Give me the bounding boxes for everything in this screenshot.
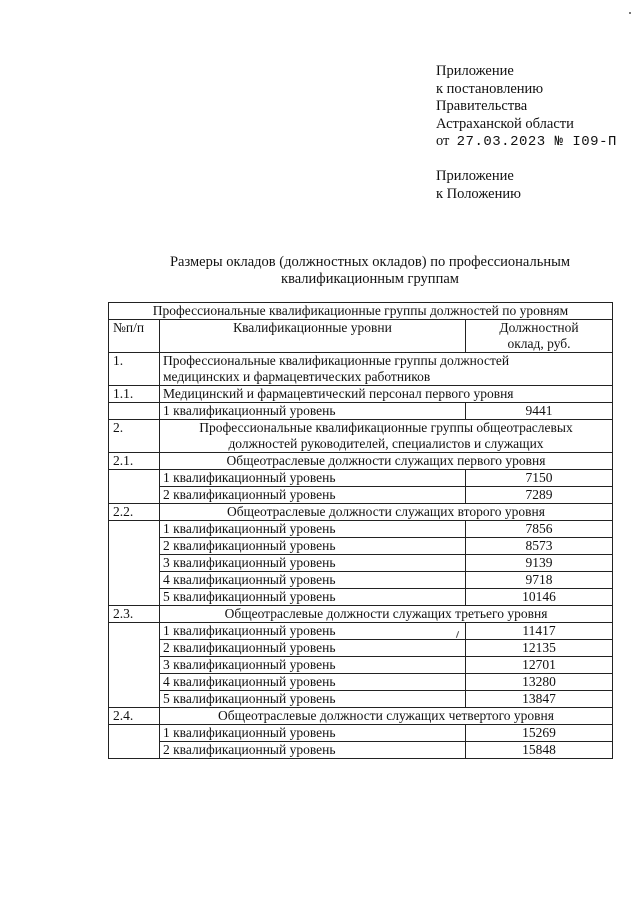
level-cell: 1 квалификационный уровень xyxy=(160,470,466,487)
salary-cell: 15269 xyxy=(466,725,613,742)
salary-cell: 7150 xyxy=(466,470,613,487)
table-row xyxy=(109,691,613,708)
table-row xyxy=(109,725,613,742)
subsection-title: Медицинский и фармацевтический персонал первого уровня xyxy=(160,386,613,403)
blank-cell xyxy=(109,521,160,606)
blank-cell xyxy=(109,470,160,504)
table-row xyxy=(109,538,613,555)
level-cell: 2 квалификационный уровень xyxy=(160,742,466,759)
level-cell: 4 квалификационный уровень xyxy=(160,674,466,691)
subsection-title: Общеотраслевые должности служащих четвертого уровня xyxy=(160,708,613,725)
col-header-num: №п/п xyxy=(109,320,160,353)
section-title-line: Профессиональные квалификационные группы должностей xyxy=(163,353,510,368)
date-stamp: 27.03.2023 № I09-П xyxy=(456,134,617,150)
salary-cell: 9139 xyxy=(466,555,613,572)
section-num: 2. xyxy=(109,420,160,453)
subsection-num: 2.4. xyxy=(109,708,160,725)
title-line-1: Размеры окладов (должностных окладов) по профессиональным xyxy=(169,254,571,270)
section-title-line: медицинских и фармацевтических работников xyxy=(163,369,431,384)
table-row xyxy=(109,742,613,759)
subsection-title: Общеотраслевые должности служащих второго уровня xyxy=(160,504,613,521)
section-title-line: должностей руководителей, специалистов и служащих xyxy=(228,436,544,451)
subsection-num: 2.2. xyxy=(109,504,160,521)
level-cell: 3 квалификационный уровень xyxy=(160,555,466,572)
table-caption-row xyxy=(109,303,613,320)
salary-cell: 12135 xyxy=(466,640,613,657)
subsection-row xyxy=(109,606,613,623)
table-row xyxy=(109,555,613,572)
level-cell: 2 квалификационный уровень xyxy=(160,487,466,504)
header-line: к постановлению xyxy=(436,80,544,97)
scan-speck xyxy=(629,12,631,14)
subsection-num: 2.1. xyxy=(109,453,160,470)
salary-cell: 9441 xyxy=(466,403,613,420)
col-header-level: Квалификационные уровни xyxy=(160,320,466,353)
col-header-salary xyxy=(466,320,613,353)
level-cell: 1 квалификационный уровень xyxy=(160,521,466,538)
attach-line: Приложение xyxy=(436,168,514,184)
level-cell: 2 квалификационный уровень xyxy=(160,538,466,555)
section-title xyxy=(160,353,613,386)
date-prefix: от xyxy=(436,133,450,149)
document-title xyxy=(120,254,620,288)
level-cell: 1 квалификационный уровень xyxy=(160,403,466,420)
level-cell: 5 квалификационный уровень xyxy=(160,589,466,606)
subsection-title: Общеотраслевые должности служащих третьего уровня xyxy=(160,606,613,623)
level-cell: 3 квалификационный уровень xyxy=(160,657,466,674)
blank-cell xyxy=(109,623,160,708)
table-row xyxy=(109,470,613,487)
salary-cell: 10146 xyxy=(466,589,613,606)
header-line: Приложение xyxy=(436,63,514,79)
title-line-2: квалификационным группам xyxy=(281,271,459,287)
salary-cell: 13847 xyxy=(466,691,613,708)
col-header-salary-2: оклад, руб. xyxy=(507,336,571,351)
level-cell: 2 квалификационный уровень xyxy=(160,640,466,657)
salary-cell: 15848 xyxy=(466,742,613,759)
appendix-header xyxy=(436,63,617,152)
subsection-row xyxy=(109,504,613,521)
section-row xyxy=(109,420,613,453)
salary-cell: 11417 xyxy=(466,623,613,640)
subsection-row xyxy=(109,386,613,403)
table-row xyxy=(109,674,613,691)
section-title xyxy=(160,420,613,453)
section-title-line: Профессиональные квалификационные группы общеотраслевых xyxy=(199,420,573,435)
table-row xyxy=(109,640,613,657)
section-row xyxy=(109,353,613,386)
salary-cell: 12701 xyxy=(466,657,613,674)
level-cell: 5 квалификационный уровень xyxy=(160,691,466,708)
table-row xyxy=(109,572,613,589)
table-header-row xyxy=(109,320,613,353)
header-line: Астраханской области xyxy=(436,115,574,132)
blank-cell xyxy=(109,725,160,759)
col-header-salary-1: Должностной xyxy=(499,320,579,335)
appendix-to-regulation xyxy=(436,168,521,203)
level-cell: 1 квалификационный уровень xyxy=(160,725,466,742)
salary-cell: 8573 xyxy=(466,538,613,555)
subsection-row xyxy=(109,708,613,725)
section-num: 1. xyxy=(109,353,160,386)
subsection-num: 2.3. xyxy=(109,606,160,623)
salary-cell: 7289 xyxy=(466,487,613,504)
attach-line: к Положению xyxy=(436,185,521,202)
salary-cell: 13280 xyxy=(466,674,613,691)
table-row xyxy=(109,521,613,538)
table-row xyxy=(109,623,613,640)
subsection-num: 1.1. xyxy=(109,386,160,403)
blank-cell xyxy=(109,403,160,420)
salary-cell: 9718 xyxy=(466,572,613,589)
header-date xyxy=(436,133,617,152)
table-row xyxy=(109,657,613,674)
salary-table xyxy=(108,302,613,759)
subsection-row xyxy=(109,453,613,470)
level-cell: 4 квалификационный уровень xyxy=(160,572,466,589)
table-caption: Профессиональные квалификационные группы должностей по уровням xyxy=(109,303,613,320)
table-row xyxy=(109,589,613,606)
salary-cell: 7856 xyxy=(466,521,613,538)
subsection-title: Общеотраслевые должности служащих первого уровня xyxy=(160,453,613,470)
level-cell: 1 квалификационный уровень xyxy=(160,623,466,640)
table-row xyxy=(109,487,613,504)
table-row xyxy=(109,403,613,420)
header-line: Правительства xyxy=(436,98,528,114)
